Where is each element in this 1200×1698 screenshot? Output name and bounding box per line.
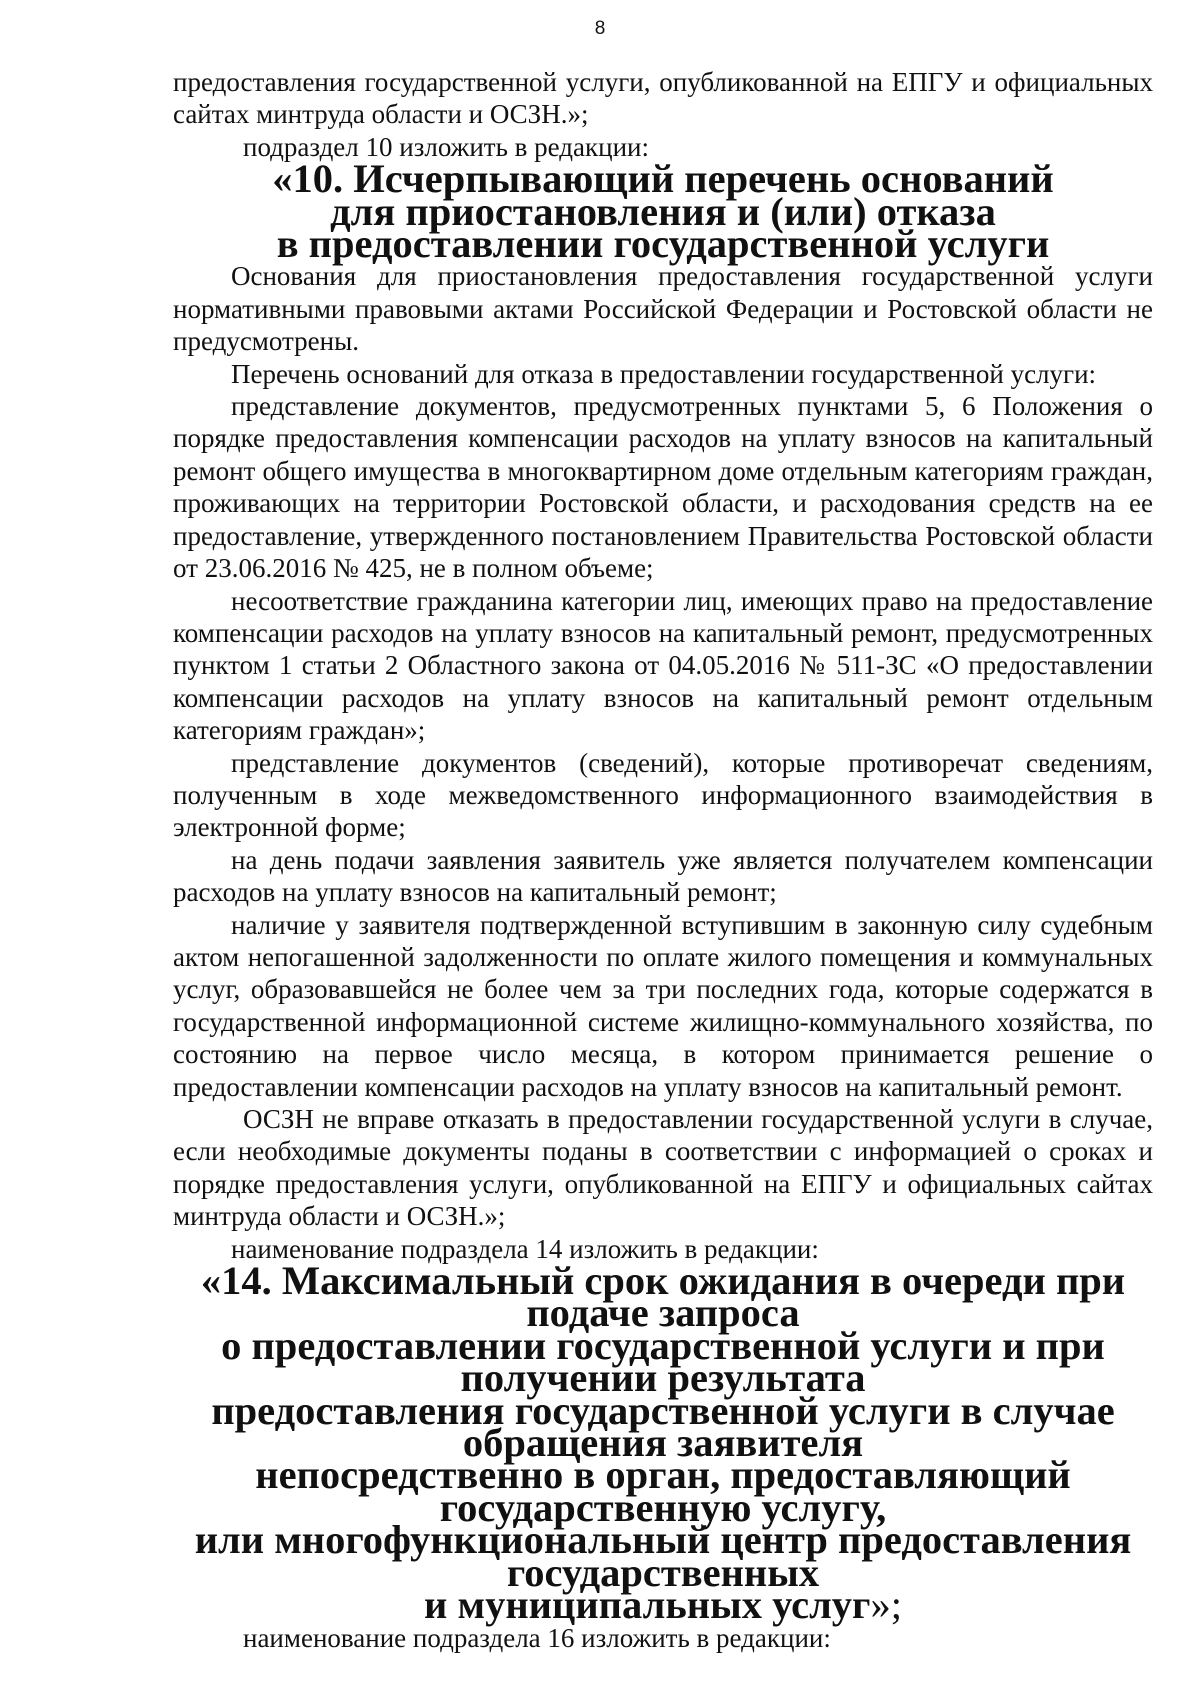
list-item-refusal-ground: представление документов, предусмотренных пунктами 5, 6 Положения о порядке предоставления компенсации расходов на уплату взносов на капитальный ремонт общего имущества в многоквартирном доме отдельным категориям граждан, проживающих на территории Ростовской области, и расходования средств на ее предоставление, утвержденного постановлением Правительства Ростовской области от 23.06.2016 № 425, не в полном объеме; bbox=[173, 391, 1153, 584]
heading-line: «14. Максимальный срок ожидания в очереди при подаче запроса bbox=[200, 1258, 1126, 1336]
heading-line: в предоставлении государственной услуги bbox=[276, 221, 1050, 267]
heading-section-10 bbox=[173, 156, 1153, 267]
paragraph-oszn-refusal-restriction: ОСЗН не вправе отказать в предоставлении государственной услуги в случае, если необходимые документы поданы в соответствии с информацией о сроках и порядке предоставления услуги, опубликованной на ЕПГУ и официальных сайтах минтруда области и ОСЗН.»; bbox=[173, 1104, 1153, 1232]
heading-line: о предоставлении государственной услуги и при получении результата bbox=[221, 1322, 1105, 1401]
paragraph-subsection-16-instruction: наименование подраздела 16 изложить в редакции: bbox=[243, 1622, 831, 1653]
heading-line: или многофункциональный центр предоставления государственных bbox=[194, 1517, 1132, 1595]
heading-line-last bbox=[173, 1582, 1153, 1628]
page-number: 8 bbox=[594, 18, 606, 39]
list-item-refusal-ground: наличие у заявителя подтвержденной вступившим в законную силу судебным актом непогашенной задолженности по оплате жилого помещения и коммунальных услуг, образовавшейся не более чем за три последних года, которые содержатся в государственной информационной системе жилищно-коммунального хозяйства, по состоянию на первое число месяца, в котором принимается решение о предоставлении компенсации расходов на уплату взносов на капитальный ремонт. bbox=[173, 909, 1153, 1102]
paragraph-continuation: предоставления государственной услуги, опубликованной на ЕПГУ и официальных сайтах минтруда области и ОСЗН.»; bbox=[173, 67, 1153, 130]
heading-line-text: и муниципальных услуг bbox=[424, 1582, 871, 1628]
list-item-refusal-ground: представление документов (сведений), которые противоречат сведениям, полученным в ходе межведомственного информационного взаимодействия в электронной форме; bbox=[173, 747, 1153, 843]
document-body bbox=[173, 66, 1153, 1654]
heading-line: «10. Исчерпывающий перечень оснований bbox=[272, 156, 1054, 202]
list-item-refusal-ground: на день подачи заявления заявитель уже является получателем компенсации расходов на уплату взносов на капитальный ремонт; bbox=[173, 844, 1153, 908]
heading-closing-quote: »; bbox=[870, 1582, 902, 1628]
heading-section-14 bbox=[173, 1258, 1153, 1628]
paragraph-suspension-grounds: Основания для приостановления предоставления государственной услуги нормативными правовыми актами Российской Федерации и Ростовской области не предусмотрены. bbox=[173, 261, 1153, 357]
paragraph-refusal-list-intro: Перечень оснований для отказа в предоставлении государственной услуги: bbox=[231, 358, 1097, 389]
heading-line: предоставления государственной услуги в случае обращения заявителя bbox=[211, 1387, 1115, 1466]
list-item-refusal-ground: несоответствие гражданина категории лиц, имеющих право на предоставление компенсации расходов на уплату взносов на капитальный ремонт, предусмотренных пунктом 1 статьи 2 Областного закона от 04.05.2016 № 511-ЗС «О предоставлении компенсации расходов на уплату взносов на капитальный ремонт отдельным категориям граждан»; bbox=[173, 585, 1153, 746]
heading-line: для приостановления и (или) отказа bbox=[330, 188, 996, 234]
paragraph-subsection-14-instruction: наименование подраздела 14 изложить в редакции: bbox=[231, 1233, 819, 1264]
paragraph-subsection-10-instruction: подраздел 10 изложить в редакции: bbox=[243, 131, 649, 162]
heading-line: непосредственно в орган, предоставляющий государственную услугу, bbox=[255, 1452, 1071, 1530]
